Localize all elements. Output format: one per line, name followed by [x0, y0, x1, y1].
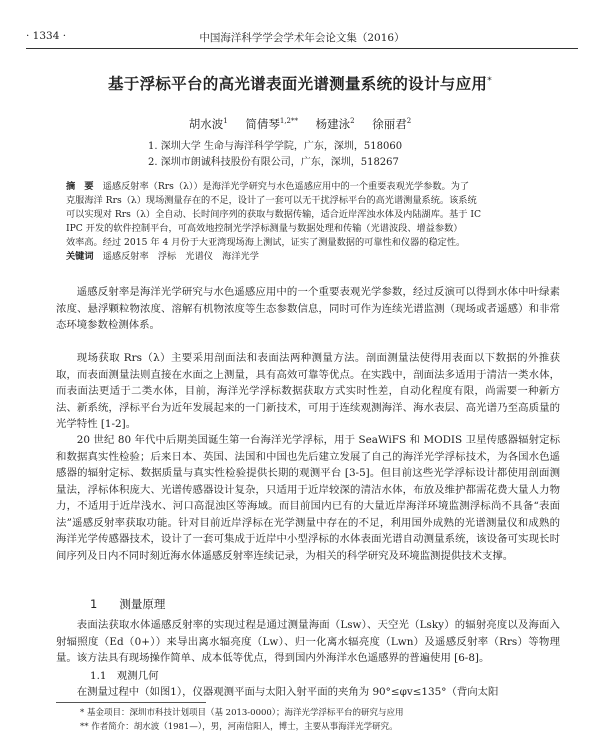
abstract-line: 可以实现对 Rrs（λ）全自动、长时间序列的获取与数据传输，适合近岸浑浊水体及内陆湖库。基于 IC [66, 209, 482, 220]
subsection-number: 1.1 [90, 670, 107, 682]
paper-title-text: 基于浮标平台的高光谱表面光谱测量系统的设计与应用 [107, 75, 488, 93]
footnote-rule [56, 702, 206, 703]
author: 简倩琴$^{1,2**}$ [245, 117, 298, 131]
subsection-title: 观测几何 [116, 670, 159, 682]
section-title: 测量原理 [119, 597, 166, 611]
body-paragraph-2: 现场获取 Rrs（λ）主要采用剖面法和表面法两种测量方法。剖面测量法使得用表面以下数据的外推获取，而表面测量法则直接在水面之上测量，具有高效可靠等优点。在实践中，剖面法多适用于清洁一类水体，而表面法更适于二类水体，目前，海洋光学浮标数据获取方式实时性差，自动化程度有限，尚需要一种新方法、新系统，浮标平台为近年发展起来的一门新技术，可用于连续观测海洋、海水表层、高光谱乃至高质量的光学特性 [1-2]。 [56, 352, 560, 430]
author: 徐丽君$^2$ [372, 117, 412, 131]
keywords-label: 关键词 [66, 251, 94, 262]
author: 胡水波$^1$ [188, 117, 228, 131]
paper-title [0, 72, 600, 94]
affiliation-1: 1. 深圳大学 生命与海洋科学学院，广东，深圳，518060 [148, 141, 403, 152]
body-paragraph-1: 遥感反射率是海洋光学研究与水色遥感应用中的一个重要表观光学参数，经过反演可以得到水体中叶绿素浓度、悬浮颗粒物浓度、溶解有机物浓度等生态参数信息，同时可作为连续光谱监测（现场或者遥感）和非常态环境参数检测体系。 [56, 286, 560, 331]
author: 杨建泳$^2$ [315, 117, 355, 131]
abstract-line: IPC 开发的软件控制平台，可高效地控制光学浮标测量与数据处理和传输（光谱波段、增益参数） [66, 223, 463, 234]
section-heading [90, 596, 165, 612]
page-number: · 1334 · [26, 30, 67, 42]
subsection-heading [90, 667, 158, 682]
section-number: 1 [90, 597, 98, 611]
keywords: 遥感反射率 浮标 光谱仪 海洋光学 [102, 251, 259, 262]
affiliation-2: 2. 深圳市朗诚科技股份有限公司，广东，深圳，518267 [148, 157, 399, 168]
footnote-1: * 基金项目：深圳市科技计划项目（基 2013-0000）；海洋光学浮标平台的研究与应用 [80, 708, 404, 718]
body-paragraph-3: 20 世纪 80 年代中后期美国诞生第一台海洋光学浮标，用于 SeaWiFS 和 MODIS 卫星传感器辐射定标和数据真实性检验；后来日本、英国、法国和中国也先后建立发展了自己的海洋光学浮标技术，为各国水色遥感器的辐射定标、数据质量与真实性检验提供长期的观测平台 [3-5]。但目前这些光学浮标设计都使用剖面测量法，浮标体积庞大、光谱传感器设计复杂，只适用于近岸较深的清洁水体，布放及维护都需花费大量人力物力，不适用于近岸浅水、河口高混浊区等海域。而目前国内已有的大量近岸海洋环境监测浮标尚不具备“表面法”遥感反射率获取功能。针对目前近岸浮标在光学测量中存在的不足，利用国外成熟的光谱测量仪和成熟的海洋光学传感器技术，设计了一套可集成于近岸中小型浮标的水体表面光谱自动测量系统，该设备可实现长时间序列及日内不同时刻近海水体遥感反射率连续记录，为相关的科学研究及环境监测提供技术支撑。 [56, 434, 560, 562]
abstract [66, 180, 536, 264]
abstract-line: 克服海洋 Rrs（λ）现场测量存在的不足，设计了一套可以无干扰浮标平台的高光谱测量系统。该系统 [66, 195, 477, 206]
header-rule [26, 48, 578, 49]
abstract-label: 摘 要 [66, 181, 94, 192]
author-list [0, 116, 600, 132]
abstract-line: 遥感反射率（Rrs（λ））是海洋光学研究与水色遥感应用中的一个重要表观光学参数。为了 [102, 181, 470, 192]
journal-title: 中国海洋科学学会学术年会论文集（2016） [199, 32, 405, 44]
abstract-line: 效率高。经过 2015 年 4 月份于大亚湾现场海上测试，证实了测量数据的可靠性和仪器的稳定性。 [66, 237, 466, 248]
running-header [26, 30, 578, 46]
footnote-2: ** 作者简介：胡水波（1981—），男，河南信阳人，博士，主要从事海洋光学研究。 [80, 722, 398, 732]
section-1-paragraph: 表面法获取水体遥感反射率的实现过程是通过测量海面（Lsw）、天空光（Lsky）的辐射亮度以及海面入射辐照度（Ed（0+））来导出离水辐亮度（Lw）、归一化离水辐亮度（Lwn）及遥感反射率（Rrs）等物理量。该方法具有现场操作简单、成本低等优点，得到国内外海洋水色遥感界的普遍使用 [6-8]。 [56, 619, 560, 664]
subsection-paragraph: 在测量过程中（如图1），仪器观测平面与太阳入射平面的夹角为 90°≤φv≤135°（背向太阳 [76, 686, 499, 698]
title-footnote-mark: * [487, 75, 492, 86]
